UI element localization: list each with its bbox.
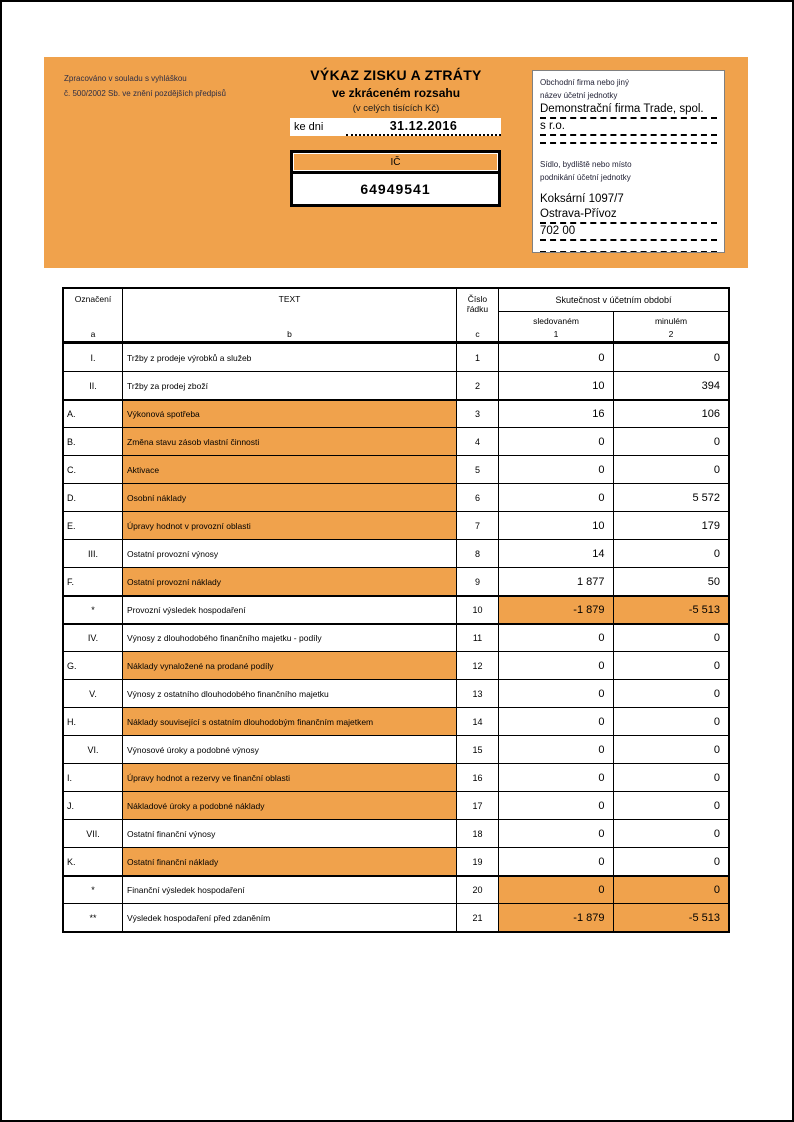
spacer — [540, 144, 717, 158]
row-mark-cell: J. — [64, 792, 123, 819]
table-row — [64, 679, 728, 707]
table-row — [64, 343, 728, 371]
row-previous-value-cell: 50 — [707, 575, 720, 588]
row-current-value-cell: -1 879 — [499, 904, 614, 931]
row-mark-cell: I. — [64, 344, 123, 371]
row-current-value-cell: 1 877 — [499, 568, 614, 595]
company-address-line2: Ostrava-Přívoz — [540, 207, 717, 224]
row-text-cell: Změna stavu zásob vlastní činnosti — [123, 428, 457, 455]
table-row — [64, 847, 728, 875]
company-id-box — [290, 150, 501, 207]
row-text-cell: Náklady vynaložené na prodané podíly — [123, 652, 457, 679]
row-text-cell: Osobní náklady — [123, 484, 457, 511]
row-line-number-cell: 12 — [457, 652, 499, 679]
table-row — [64, 875, 728, 903]
row-text-cell: Provozní výsledek hospodaření — [123, 597, 457, 623]
company-address-label-line1: Sídlo, bydliště nebo místo — [540, 160, 632, 169]
table-row — [64, 567, 728, 595]
header-line-label-1: Číslo — [467, 294, 488, 304]
company-address-line3: 702 00 — [540, 224, 717, 241]
row-previous-value-cell: 0 — [713, 771, 720, 784]
header-line-label — [467, 294, 488, 314]
table-row — [64, 483, 728, 511]
header-line-letter: c — [475, 329, 480, 339]
company-info-box — [532, 70, 725, 253]
row-line-number-cell: 4 — [457, 428, 499, 455]
header-period-group — [499, 289, 728, 341]
row-mark-cell: IV. — [64, 625, 123, 651]
as-of-date-underline — [346, 118, 501, 136]
row-text-cell: Finanční výsledek hospodaření — [123, 877, 457, 903]
row-previous-value-cell: 0 — [713, 715, 720, 728]
row-current-value-cell: 10 — [499, 372, 614, 399]
table-row — [64, 623, 728, 651]
table-row — [64, 455, 728, 483]
row-line-number-cell: 7 — [457, 512, 499, 539]
table-row — [64, 819, 728, 847]
table-row — [64, 399, 728, 427]
regulation-note-line2: č. 500/2002 Sb. ve znění pozdějších předpisů — [64, 89, 226, 98]
row-line-number-cell: 17 — [457, 792, 499, 819]
row-line-number-cell: 15 — [457, 736, 499, 763]
row-line-number-cell: 21 — [457, 904, 499, 931]
row-mark-cell: I. — [64, 764, 123, 791]
row-mark-cell: VII. — [64, 820, 123, 847]
company-name-label-line2: název účetní jednotky — [540, 91, 618, 100]
table-row — [64, 595, 728, 623]
row-text-cell: Výnosy z ostatního dlouhodobého finančního majetku — [123, 680, 457, 707]
row-text-cell: Tržby za prodej zboží — [123, 372, 457, 399]
row-current-value-cell: 10 — [499, 512, 614, 539]
table-row — [64, 707, 728, 735]
header-text-letter: b — [287, 329, 292, 339]
row-previous-value-cell: 0 — [713, 743, 720, 756]
row-line-number-cell: 9 — [457, 568, 499, 595]
row-previous-value-cell: 0 — [713, 632, 720, 644]
company-name-label-line1: Obchodní firma nebo jiný — [540, 78, 629, 87]
row-current-value-cell: 0 — [499, 652, 614, 679]
row-previous-value-cell: 0 — [614, 877, 729, 903]
header-previous-label: minulém — [654, 316, 688, 326]
header-current-column — [499, 312, 614, 341]
row-current-value-cell: 0 — [499, 708, 614, 735]
row-current-value-cell: 0 — [499, 484, 614, 511]
company-id-value: 64949541 — [360, 181, 431, 197]
row-current-value-cell: -1 879 — [499, 597, 614, 623]
row-current-value-cell: 0 — [499, 764, 614, 791]
company-address-empty-line — [540, 241, 717, 253]
company-address-label-line2: podnikání účetní jednotky — [540, 173, 631, 182]
as-of-label: ke dni — [294, 121, 324, 133]
statement-table — [62, 287, 730, 933]
row-mark-cell: ** — [64, 904, 123, 931]
row-text-cell: Náklady související s ostatním dlouhodobým finančním majetkem — [123, 708, 457, 735]
row-line-number-cell: 2 — [457, 372, 499, 399]
row-text-cell: Ostatní provozní náklady — [123, 568, 457, 595]
as-of-date-field — [290, 118, 501, 136]
row-mark-cell: B. — [64, 428, 123, 455]
row-text-cell: Výnosy z dlouhodobého finančního majetku - podíly — [123, 625, 457, 651]
company-name-empty-line — [540, 136, 717, 144]
row-previous-value-cell: 0 — [713, 351, 720, 364]
row-mark-cell: * — [64, 597, 123, 623]
table-row — [64, 651, 728, 679]
row-current-value-cell: 0 — [499, 877, 614, 903]
table-row — [64, 427, 728, 455]
table-body — [64, 343, 728, 931]
row-current-value-cell: 0 — [499, 625, 614, 651]
row-line-number-cell: 20 — [457, 877, 499, 903]
row-current-value-cell: 0 — [499, 680, 614, 707]
row-line-number-cell: 1 — [457, 344, 499, 371]
row-line-number-cell: 10 — [457, 597, 499, 623]
unit-note: (v celých tisících Kč) — [352, 103, 440, 114]
row-line-number-cell: 11 — [457, 625, 499, 651]
header-text-label: TEXT — [278, 294, 301, 304]
row-previous-value-cell: 0 — [713, 463, 720, 476]
table-row — [64, 791, 728, 819]
header-line-column — [457, 289, 499, 341]
header-mark-column — [64, 289, 123, 341]
header-period-group-label: Skutečnost v účetním období — [499, 289, 728, 312]
row-current-value-cell: 14 — [499, 540, 614, 567]
page-title: VÝKAZ ZISKU A ZTRÁTY — [310, 67, 482, 83]
row-previous-value-cell: -5 513 — [614, 597, 729, 623]
row-line-number-cell: 3 — [457, 401, 499, 427]
row-mark-cell: VI. — [64, 736, 123, 763]
row-text-cell: Úpravy hodnot a rezervy ve finanční oblasti — [123, 764, 457, 791]
row-previous-value-cell: 106 — [701, 408, 720, 420]
company-id-label: IČ — [293, 153, 498, 174]
row-current-value-cell: 0 — [499, 848, 614, 875]
row-line-number-cell: 8 — [457, 540, 499, 567]
title-block — [226, 67, 566, 114]
row-mark-cell: A. — [64, 401, 123, 427]
company-address-line1: Koksární 1097/7 — [540, 193, 624, 205]
spacer — [540, 184, 717, 192]
row-previous-value-cell: 0 — [713, 547, 720, 560]
header-current-label: sledovaném — [533, 316, 579, 326]
row-line-number-cell: 16 — [457, 764, 499, 791]
table-row — [64, 735, 728, 763]
regulation-note-line1: Zpracováno v souladu s vyhláškou — [64, 74, 187, 83]
page-subtitle: ve zkráceném rozsahu — [331, 86, 461, 100]
regulation-note — [64, 71, 226, 101]
row-text-cell: Ostatní provozní výnosy — [123, 540, 457, 567]
row-text-cell: Výsledek hospodaření před zdaněním — [123, 904, 457, 931]
header-previous-number: 2 — [668, 329, 674, 339]
table-row — [64, 511, 728, 539]
row-line-number-cell: 13 — [457, 680, 499, 707]
row-text-cell: Ostatní finanční výnosy — [123, 820, 457, 847]
row-current-value-cell: 0 — [499, 344, 614, 371]
row-previous-value-cell: 179 — [701, 519, 720, 532]
row-previous-value-cell: 0 — [713, 827, 720, 840]
row-text-cell: Nákladové úroky a podobné náklady — [123, 792, 457, 819]
row-text-cell: Aktivace — [123, 456, 457, 483]
row-current-value-cell: 0 — [499, 820, 614, 847]
row-mark-cell: II. — [64, 372, 123, 399]
header-text-column — [123, 289, 457, 341]
row-current-value-cell: 0 — [499, 428, 614, 455]
row-text-cell: Ostatní finanční náklady — [123, 848, 457, 875]
header-previous-column — [614, 312, 728, 341]
row-mark-cell: E. — [64, 512, 123, 539]
row-text-cell: Výkonová spotřeba — [123, 401, 457, 427]
row-previous-value-cell: -5 513 — [614, 904, 729, 931]
header-current-number: 1 — [553, 329, 559, 339]
table-row — [64, 763, 728, 791]
row-text-cell: Tržby z prodeje výrobků a služeb — [123, 344, 457, 371]
row-mark-cell: D. — [64, 484, 123, 511]
row-previous-value-cell: 0 — [713, 659, 720, 672]
row-previous-value-cell: 394 — [701, 379, 720, 392]
row-mark-cell: F. — [64, 568, 123, 595]
row-previous-value-cell: 5 572 — [692, 491, 720, 504]
row-current-value-cell: 16 — [499, 401, 614, 427]
statement-header — [44, 57, 748, 268]
row-mark-cell: K. — [64, 848, 123, 875]
table-header — [64, 289, 728, 343]
header-mark-letter: a — [90, 329, 96, 339]
row-current-value-cell: 0 — [499, 456, 614, 483]
row-line-number-cell: 14 — [457, 708, 499, 735]
row-text-cell: Výnosové úroky a podobné výnosy — [123, 736, 457, 763]
as-of-date-value: 31.12.2016 — [389, 119, 458, 133]
row-current-value-cell: 0 — [499, 736, 614, 763]
row-line-number-cell: 18 — [457, 820, 499, 847]
row-line-number-cell: 19 — [457, 848, 499, 875]
row-previous-value-cell: 0 — [713, 855, 720, 868]
header-period-subcolumns — [499, 312, 728, 341]
row-mark-cell: * — [64, 877, 123, 903]
table-row — [64, 903, 728, 931]
row-text-cell: Úpravy hodnot v provozní oblasti — [123, 512, 457, 539]
table-row — [64, 539, 728, 567]
row-previous-value-cell: 0 — [713, 799, 720, 812]
header-line-label-2: řádku — [466, 304, 489, 314]
row-previous-value-cell: 0 — [713, 687, 720, 700]
row-mark-cell: III. — [64, 540, 123, 567]
row-mark-cell: H. — [64, 708, 123, 735]
row-line-number-cell: 6 — [457, 484, 499, 511]
row-current-value-cell: 0 — [499, 792, 614, 819]
row-mark-cell: V. — [64, 680, 123, 707]
company-name-line1: Demonstrační firma Trade, spol. — [540, 102, 717, 119]
table-row — [64, 371, 728, 399]
row-mark-cell: G. — [64, 652, 123, 679]
company-name-line2: s r.o. — [540, 119, 717, 136]
row-mark-cell: C. — [64, 456, 123, 483]
row-previous-value-cell: 0 — [713, 435, 720, 448]
header-mark-label: Označení — [74, 294, 112, 304]
row-line-number-cell: 5 — [457, 456, 499, 483]
